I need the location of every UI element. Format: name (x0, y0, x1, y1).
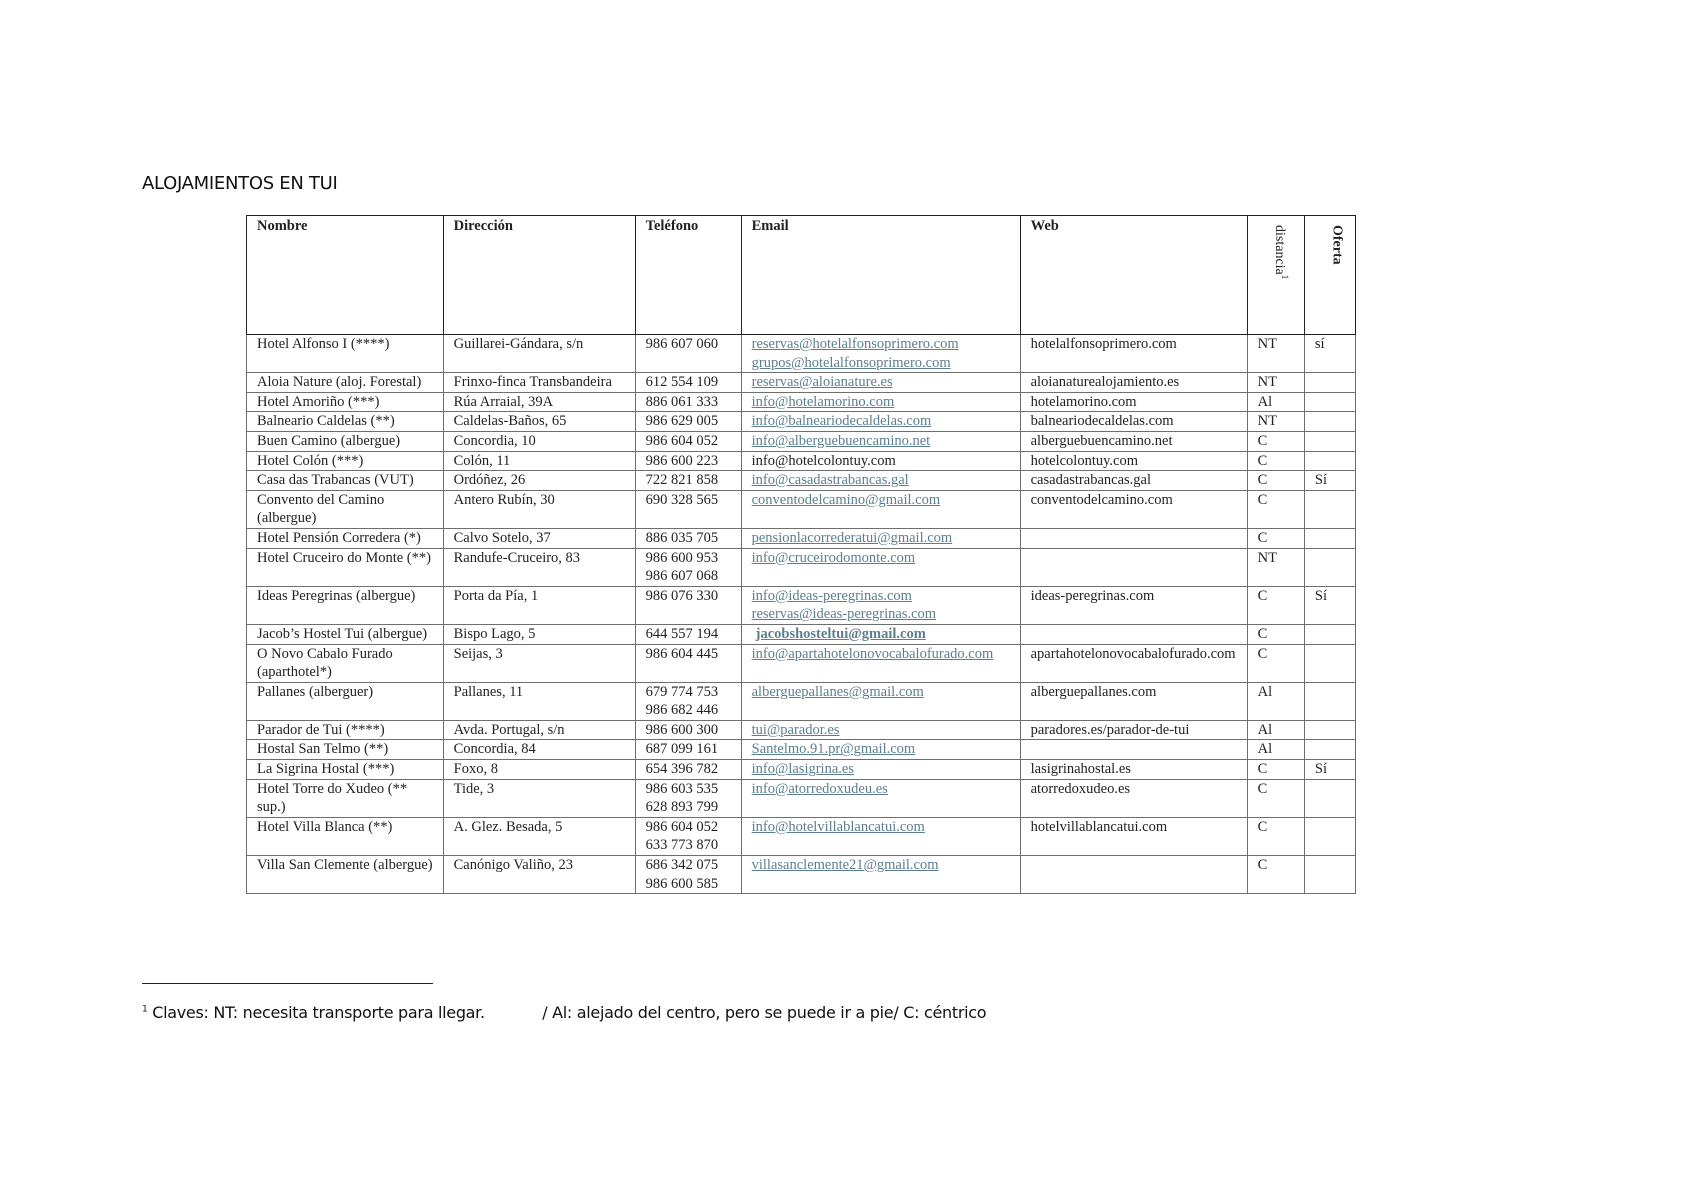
cell-web: hotelvillablancatui.com (1020, 817, 1247, 855)
cell-oferta (1304, 490, 1356, 528)
header-oferta (1304, 216, 1356, 335)
cell-direccion: Seijas, 3 (443, 644, 635, 682)
cell-oferta (1304, 856, 1356, 894)
table-row (247, 412, 1356, 432)
phone-number: 628 893 799 (645, 799, 719, 816)
phone-number: 986 629 005 (645, 413, 719, 430)
cell-direccion: Guillarei-Gándara, s/n (443, 335, 635, 373)
cell-email (741, 682, 1020, 720)
cell-distancia: C (1247, 586, 1304, 624)
cell-telefono (635, 817, 741, 855)
cell-telefono (635, 644, 741, 682)
header-oferta-label: Oferta (1329, 225, 1345, 265)
cell-direccion: Colón, 11 (443, 451, 635, 471)
cell-email (741, 528, 1020, 548)
header-row (247, 216, 1356, 335)
cell-distancia: C (1247, 451, 1304, 471)
cell-email (741, 335, 1020, 373)
email-link[interactable]: tui@parador.es (751, 721, 840, 738)
cell-direccion: Frinxo-finca Transbandeira (443, 373, 635, 393)
footnote-text: Claves: NT: necesita transporte para llegar. / Al: alejado del centro, pero se puede ir a pie/ C: céntrico (147, 1003, 987, 1022)
table-row (247, 624, 1356, 644)
cell-email (741, 431, 1020, 451)
cell-web: hotelamorino.com (1020, 392, 1247, 412)
table-row (247, 471, 1356, 491)
phone-number: 612 554 109 (645, 374, 719, 391)
table-row (247, 548, 1356, 586)
accommodation-table (246, 215, 1356, 894)
cell-oferta (1304, 451, 1356, 471)
cell-nombre: Buen Camino (albergue) (247, 431, 444, 451)
email-link[interactable]: info@balneariodecaldelas.com (751, 413, 932, 430)
cell-email (741, 471, 1020, 491)
email-link[interactable]: conventodelcamino@gmail.com (751, 491, 941, 508)
cell-oferta (1304, 528, 1356, 548)
cell-web: alberguepallanes.com (1020, 682, 1247, 720)
cell-distancia: C (1247, 471, 1304, 491)
cell-telefono (635, 740, 741, 760)
cell-distancia: C (1247, 856, 1304, 894)
table-row (247, 528, 1356, 548)
cell-oferta (1304, 682, 1356, 720)
cell-direccion: Bispo Lago, 5 (443, 624, 635, 644)
cell-direccion: Randufe-Cruceiro, 83 (443, 548, 635, 586)
cell-direccion: Pallanes, 11 (443, 682, 635, 720)
cell-telefono (635, 431, 741, 451)
phone-number: 686 342 075 (645, 857, 719, 874)
header-telefono: Teléfono (635, 216, 741, 335)
header-distancia-label (1270, 225, 1294, 279)
cell-telefono (635, 412, 741, 432)
cell-distancia: Al (1247, 392, 1304, 412)
cell-nombre: Pallanes (alberguer) (247, 682, 444, 720)
cell-distancia: NT (1247, 373, 1304, 393)
cell-web: ideas-peregrinas.com (1020, 586, 1247, 624)
cell-direccion: Canónigo Valiño, 23 (443, 856, 635, 894)
cell-web: aloianaturealojamiento.es (1020, 373, 1247, 393)
cell-telefono (635, 471, 741, 491)
cell-direccion: Caldelas-Baños, 65 (443, 412, 635, 432)
cell-oferta: sí (1304, 335, 1356, 373)
table-row (247, 644, 1356, 682)
cell-oferta (1304, 373, 1356, 393)
cell-distancia: C (1247, 817, 1304, 855)
footnote-separator (142, 983, 433, 984)
phone-number: 679 774 753 (645, 683, 719, 700)
cell-web: conventodelcamino.com (1020, 490, 1247, 528)
cell-email (741, 412, 1020, 432)
cell-web: balneariodecaldelas.com (1020, 412, 1247, 432)
email-link[interactable]: villasanclemente21@gmail.com (751, 857, 939, 874)
table-row (247, 586, 1356, 624)
cell-web: lasigrinahostal.es (1020, 760, 1247, 780)
cell-web: atorredoxudeo.es (1020, 779, 1247, 817)
email-link[interactable]: info@casadastrabancas.gal (751, 472, 909, 489)
cell-oferta: Sí (1304, 471, 1356, 491)
email-link[interactable]: reservas@hotelalfonsoprimero.com (751, 336, 959, 352)
cell-nombre: Ideas Peregrinas (albergue) (247, 586, 444, 624)
footnote-ref[interactable]: 1 (1279, 274, 1290, 280)
cell-nombre: Balneario Caldelas (**) (247, 412, 444, 432)
cell-distancia: Al (1247, 740, 1304, 760)
email-link: info@hotelcolontuy.com (751, 452, 896, 469)
phone-number: 633 773 870 (645, 837, 719, 854)
cell-distancia: NT (1247, 412, 1304, 432)
cell-telefono (635, 586, 741, 624)
phone-number: 986 604 052 (645, 818, 719, 835)
cell-email (741, 490, 1020, 528)
cell-distancia: NT (1247, 335, 1304, 373)
cell-web: casadastrabancas.gal (1020, 471, 1247, 491)
phone-number: 886 035 705 (645, 529, 719, 546)
cell-nombre: Hotel Torre do Xudeo (** sup.) (247, 779, 444, 817)
email-link[interactable]: info@hotelamorino.com (751, 393, 895, 410)
cell-telefono (635, 682, 741, 720)
phone-number: 986 600 585 (645, 875, 719, 892)
header-distancia (1247, 216, 1304, 335)
cell-distancia: C (1247, 779, 1304, 817)
cell-web (1020, 548, 1247, 586)
cell-nombre: Hotel Alfonso I (****) (247, 335, 444, 373)
cell-nombre: Hotel Amoriño (***) (247, 392, 444, 412)
cell-email (741, 644, 1020, 682)
cell-nombre: Villa San Clemente (albergue) (247, 856, 444, 894)
cell-web: apartahotelonovocabalofurado.com (1020, 644, 1247, 682)
email-link[interactable]: info@hotelvillablancatui.com (751, 818, 925, 835)
table-row (247, 779, 1356, 817)
cell-distancia: C (1247, 624, 1304, 644)
phone-number: 986 603 535 (645, 780, 719, 797)
cell-distancia: C (1247, 490, 1304, 528)
cell-telefono (635, 451, 741, 471)
cell-email (741, 373, 1020, 393)
cell-web: paradores.es/parador-de-tui (1020, 720, 1247, 740)
cell-telefono (635, 528, 741, 548)
email-link[interactable]: grupos@hotelalfonsoprimero.com (751, 354, 951, 371)
phone-number: 986 604 445 (645, 645, 719, 662)
table-row (247, 392, 1356, 412)
cell-direccion: Ordóñez, 26 (443, 471, 635, 491)
table-row (247, 760, 1356, 780)
cell-web: alberguebuencamino.net (1020, 431, 1247, 451)
cell-distancia: C (1247, 431, 1304, 451)
cell-telefono (635, 548, 741, 586)
email-link[interactable]: info@lasigrina.es (751, 761, 854, 778)
cell-distancia: Al (1247, 682, 1304, 720)
cell-direccion: Porta da Pía, 1 (443, 586, 635, 624)
cell-telefono (635, 624, 741, 644)
cell-oferta (1304, 624, 1356, 644)
cell-nombre: Hostal San Telmo (**) (247, 740, 444, 760)
cell-direccion: Foxo, 8 (443, 760, 635, 780)
phone-number: 687 099 161 (645, 741, 719, 758)
phone-number: 886 061 333 (645, 393, 719, 410)
cell-telefono (635, 779, 741, 817)
cell-telefono (635, 490, 741, 528)
phone-number: 986 600 953 (645, 549, 719, 566)
page-title: ALOJAMIENTOS EN TUI (142, 173, 338, 194)
phone-number: 722 821 858 (645, 472, 719, 489)
header-email: Email (741, 216, 1020, 335)
footnote-mark: 1 (142, 1004, 148, 1015)
cell-email (741, 740, 1020, 760)
email-link[interactable]: jacobshosteltui@gmail.com (755, 625, 926, 642)
footnote (142, 1003, 986, 1022)
phone-number: 986 076 330 (645, 587, 719, 604)
cell-web (1020, 740, 1247, 760)
distancia-text: distancia (1272, 225, 1288, 275)
cell-nombre: Hotel Pensión Corredera (*) (247, 528, 444, 548)
cell-telefono (635, 392, 741, 412)
header-direccion: Dirección (443, 216, 635, 335)
cell-distancia: C (1247, 644, 1304, 682)
table-row (247, 431, 1356, 451)
cell-oferta (1304, 779, 1356, 817)
cell-telefono (635, 720, 741, 740)
email-link[interactable]: info@ideas-peregrinas.com (751, 587, 912, 604)
table-body (247, 335, 1356, 894)
cell-nombre: Casa das Trabancas (VUT) (247, 471, 444, 491)
email-link[interactable]: reservas@aloianature.es (751, 374, 893, 391)
cell-telefono (635, 335, 741, 373)
email-link[interactable]: info@apartahotelonovocabalofurado.com (751, 645, 994, 662)
cell-nombre: Parador de Tui (****) (247, 720, 444, 740)
cell-nombre: Aloia Nature (aloj. Forestal) (247, 373, 444, 393)
cell-oferta (1304, 817, 1356, 855)
cell-nombre: La Sigrina Hostal (***) (247, 760, 444, 780)
cell-email (741, 624, 1020, 644)
cell-distancia: C (1247, 760, 1304, 780)
cell-nombre: Hotel Cruceiro do Monte (**) (247, 548, 444, 586)
cell-direccion: Concordia, 10 (443, 431, 635, 451)
cell-web (1020, 624, 1247, 644)
cell-email (741, 392, 1020, 412)
cell-nombre: Hotel Colón (***) (247, 451, 444, 471)
cell-email (741, 760, 1020, 780)
phone-number: 986 607 068 (645, 568, 719, 585)
table-row (247, 682, 1356, 720)
table-row (247, 490, 1356, 528)
cell-oferta (1304, 644, 1356, 682)
phone-number: 690 328 565 (645, 491, 719, 508)
table-row (247, 817, 1356, 855)
cell-direccion: Tide, 3 (443, 779, 635, 817)
cell-nombre: O Novo Cabalo Furado (aparthotel*) (247, 644, 444, 682)
cell-nombre: Jacob’s Hostel Tui (albergue) (247, 624, 444, 644)
cell-oferta (1304, 392, 1356, 412)
cell-direccion: Rúa Arraial, 39A (443, 392, 635, 412)
cell-telefono (635, 373, 741, 393)
email-link[interactable]: alberguepallanes@gmail.com (751, 683, 924, 700)
cell-nombre: Convento del Camino (albergue) (247, 490, 444, 528)
cell-web (1020, 528, 1247, 548)
email-link[interactable]: info@cruceirodomonte.com (751, 549, 916, 566)
cell-web: hotelalfonsoprimero.com (1020, 335, 1247, 373)
cell-web (1020, 856, 1247, 894)
email-link[interactable]: pensionlacorrederatui@gmail.com (751, 529, 953, 546)
cell-direccion: Antero Rubín, 30 (443, 490, 635, 528)
cell-email (741, 548, 1020, 586)
table-row (247, 373, 1356, 393)
cell-direccion: A. Glez. Besada, 5 (443, 817, 635, 855)
cell-email (741, 586, 1020, 624)
cell-distancia: NT (1247, 548, 1304, 586)
cell-telefono (635, 856, 741, 894)
email-link[interactable]: Santelmo.91.pr@gmail.com (751, 741, 916, 758)
phone-number: 986 604 052 (645, 432, 719, 449)
table-row (247, 740, 1356, 760)
cell-oferta (1304, 720, 1356, 740)
cell-distancia: C (1247, 528, 1304, 548)
phone-number: 986 607 060 (645, 336, 719, 352)
header-nombre: Nombre (247, 216, 444, 335)
cell-email (741, 817, 1020, 855)
cell-oferta (1304, 548, 1356, 586)
cell-email (741, 856, 1020, 894)
email-link[interactable]: info@atorredoxudeu.es (751, 780, 888, 797)
phone-number: 644 557 194 (645, 625, 719, 642)
cell-oferta (1304, 431, 1356, 451)
table-row (247, 451, 1356, 471)
cell-direccion: Avda. Portugal, s/n (443, 720, 635, 740)
cell-email (741, 451, 1020, 471)
cell-email (741, 720, 1020, 740)
cell-telefono (635, 760, 741, 780)
email-link[interactable]: info@alberguebuencamino.net (751, 432, 931, 449)
cell-oferta (1304, 412, 1356, 432)
cell-direccion: Concordia, 84 (443, 740, 635, 760)
cell-direccion: Calvo Sotelo, 37 (443, 528, 635, 548)
cell-nombre: Hotel Villa Blanca (**) (247, 817, 444, 855)
phone-number: 986 600 300 (645, 721, 719, 738)
table-row (247, 720, 1356, 740)
table-row (247, 335, 1356, 373)
cell-oferta: Sí (1304, 760, 1356, 780)
cell-web: hotelcolontuy.com (1020, 451, 1247, 471)
cell-distancia: Al (1247, 720, 1304, 740)
table-row (247, 856, 1356, 894)
cell-oferta: Sí (1304, 586, 1356, 624)
phone-number: 986 682 446 (645, 702, 719, 719)
email-link[interactable]: reservas@ideas-peregrinas.com (751, 606, 937, 623)
phone-number: 654 396 782 (645, 761, 719, 778)
phone-number: 986 600 223 (645, 452, 719, 469)
header-web: Web (1020, 216, 1247, 335)
cell-oferta (1304, 740, 1356, 760)
cell-email (741, 779, 1020, 817)
